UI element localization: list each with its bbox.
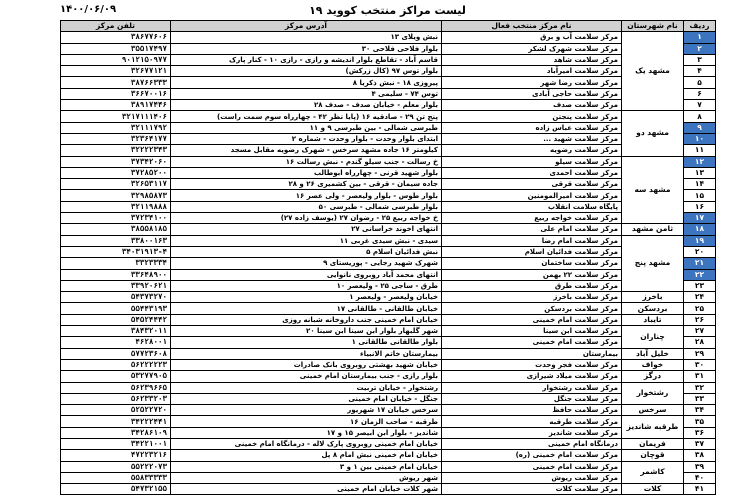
table-row [61, 326, 716, 337]
center-name: مرکز سلامت ساختمان [442, 258, 622, 269]
center-name: مرکز سلامت قرقی [442, 179, 622, 190]
document-header [60, 0, 715, 20]
center-phone: ۵۲۵۲۲۷۲۰ [61, 405, 171, 416]
center-phone: ۳۷۲۸۵۲۰۰ [61, 167, 171, 178]
table-row [61, 450, 716, 461]
center-address: خیابان امام خمینی بین ۱ و ۳ [171, 461, 442, 472]
center-address: شهر گلبهار بلوار ابن سینا ابن سینا ۲۰ [171, 326, 442, 337]
center-name: مرکز سلامت آب و برق [442, 32, 622, 43]
center-phone: ۵۷۷۲۳۶۰۸ [61, 348, 171, 359]
row-number: ۳۶ [684, 427, 716, 438]
row-number: ۳۳ [684, 393, 716, 404]
center-name: مرکز سلامت امیرالمومنین [442, 190, 622, 201]
center-name: مرکز سلامت سیلو [442, 156, 622, 167]
center-phone: ۵۴۳۷۳۲۷۰ [61, 292, 171, 303]
center-name: مرکز سلامت خواجه ربیع [442, 213, 622, 224]
row-number: ۱ [684, 32, 716, 43]
city-cell: کلات [622, 484, 684, 495]
row-number: ۱۷ [684, 213, 716, 224]
city-cell: طرقبه شاندیز [622, 416, 684, 439]
center-name: مرکز سلامت شهید ... [442, 133, 622, 144]
center-name: مرکز سلامت طرقبه [442, 416, 622, 427]
table-row [61, 201, 716, 212]
center-name: مرکز سلامت ریوش [442, 472, 622, 483]
center-name: مرکز سلامت صدف [442, 100, 622, 111]
center-name: مرکز سلامت حاجی آبادی [442, 88, 622, 99]
table-row [61, 472, 716, 483]
row-number: ۳ [684, 54, 716, 65]
table-row [61, 382, 716, 393]
row-number: ۳۰ [684, 359, 716, 370]
row-number: ۱۸ [684, 224, 716, 235]
row-number: ۱۳ [684, 167, 716, 178]
table-row [61, 213, 716, 224]
center-phone: ۵۵۸۳۳۳۳۳ [61, 472, 171, 483]
table-row [61, 66, 716, 77]
row-number: ۲۳ [684, 280, 716, 291]
city-cell: باخرز [622, 292, 684, 303]
center-phone: ۳۸۶۷۷۶۰۶ [61, 32, 171, 43]
center-name: مرکز سلامت امام خمینی [442, 337, 622, 348]
row-number: ۱۵ [684, 190, 716, 201]
city-cell: رشتخوار [622, 382, 684, 405]
row-number: ۸ [684, 111, 716, 122]
center-phone: ۳۸۵۵۸۱۸۵ [61, 224, 171, 235]
table-row [61, 43, 716, 54]
center-name: مرکز سلامت عباس زاده [442, 122, 622, 133]
center-address: ابتدای بلوار وحدت - بلوار وحدت - شماره ۲ [171, 133, 442, 144]
table-row [61, 303, 716, 314]
table-row [61, 280, 716, 291]
center-address: شهر کلات خیابان امام خمینی [171, 484, 442, 495]
row-number: ۱۹ [684, 235, 716, 246]
center-name: مرکز سلامت میلاد شیرازی [442, 371, 622, 382]
center-name: مرکز سلامت باخرز [442, 292, 622, 303]
covid-centers-table [60, 20, 716, 495]
document-title: لیست مراکز منتخب کووید ۱۹ [309, 4, 466, 17]
center-phone: ۳۳۸۰۰۱۶۳ [61, 235, 171, 246]
center-phone: ۳۸۹۱۷۴۴۶ [61, 100, 171, 111]
row-number: ۲۲ [684, 269, 716, 280]
center-phone: ۳۲۲۲۲۳۴۳ [61, 145, 171, 156]
table-row [61, 111, 716, 122]
city-cell: مشهد پنج [622, 235, 684, 291]
table-row [61, 393, 716, 404]
center-phone: ۵۴۷۳۲۱۵۵ [61, 484, 171, 495]
center-address: بلوار طوس - بلوار ولیعصر - ولی عصر ۱۶ [171, 190, 442, 201]
table-row [61, 88, 716, 99]
center-name: مرکز سلامت حافظ [442, 405, 622, 416]
center-phone: ۳۲۱۷۱۱۱۴۰۶ [61, 111, 171, 122]
table-row [61, 167, 716, 178]
header-row-number: ردیف [684, 21, 716, 32]
table-row [61, 190, 716, 201]
center-name: درمانگاه امام خمینی [442, 438, 622, 449]
center-phone: ۳۳۶۴۸۹۰۰ [61, 269, 171, 280]
row-number: ۲ [684, 43, 716, 54]
center-address: پنج تن ۲۹ - صادقیه ۱۶ (پایا نظر ۴۲ - چهارراه سوم سمت راست) [171, 111, 442, 122]
center-address: خیابان طالقانی - طالقانی ۱۷ [171, 303, 442, 314]
center-name: مرکز سلامت پنجتن [442, 111, 622, 122]
header-phone: تلفن مرکز [61, 21, 171, 32]
center-address: خیابان شهید بهشتی روبروی بانک صادرات [171, 359, 442, 370]
center-address: پیروزی ۱۸ - نبش ذکریا ۸ [171, 77, 442, 88]
center-address: طرقبه - صاحب الزمان ۱۶ [171, 416, 442, 427]
row-number: ۳۵ [684, 416, 716, 427]
table-row [61, 224, 716, 235]
table-row [61, 359, 716, 370]
city-cell: قوچان [622, 450, 684, 461]
center-address: خیابان امام خمینی روبروی پارک لاله - درمانگاه امام خمینی [171, 438, 442, 449]
center-address: خیابان امام خمینی جنب داروخانه شبانه روزی [171, 314, 442, 325]
center-name: مرکز سلامت شهرک لشکر [442, 43, 622, 54]
center-address: بیمارستان خاتم الانبیاء [171, 348, 442, 359]
row-number: ۳۲ [684, 382, 716, 393]
row-number: ۴ [684, 66, 716, 77]
table-row [61, 32, 716, 43]
row-number: ۲۶ [684, 314, 716, 325]
center-phone: ۳۷۲۳۴۱۰۰ [61, 213, 171, 224]
center-phone: ۳۴۲۸۶۱۰۹ [61, 427, 171, 438]
center-phone: ۳۴۲۲۱۰۰۱ [61, 438, 171, 449]
city-cell: ثامن مشهد [622, 224, 684, 235]
center-phone: ۳۵۵۱۷۴۹۷ [61, 43, 171, 54]
center-address: طبرسی شمالی - بین طبرسی ۹ و ۱۱ [171, 122, 442, 133]
center-address: کیلومتر ۱۶ جاده مشهد سرخس - شهرک رضویه مقابل مسجد [171, 145, 442, 156]
row-number: ۹ [684, 122, 716, 133]
center-address: بلوار فلاحی فلاحی ۳۰ [171, 43, 442, 54]
center-address: رشتخوار - خیابان تربیت [171, 382, 442, 393]
row-number: ۲۵ [684, 303, 716, 314]
center-address: بلوار طبرسی شمالی - طبرسی ۵۰ [171, 201, 442, 212]
center-address: انتهای اخوند خراسانی ۲۷ [171, 224, 442, 235]
center-name: مرکز سلامت کلات [442, 484, 622, 495]
table-row [61, 156, 716, 167]
table-row [61, 416, 716, 427]
center-name: مرکز سلامت شاهد [442, 54, 622, 65]
center-address: جنگل - خیابان امام خمینی [171, 393, 442, 404]
header-city: نام شهرستان [622, 21, 684, 32]
center-phone: ۵۵۲۲۲۰۷۳ [61, 461, 171, 472]
center-phone: ۵۴۵۲۴۴۴۲ [61, 314, 171, 325]
table-row [61, 122, 716, 133]
center-address: شاندیز - بلوار ابن ابیصر ۱۵ و ۱۷ [171, 427, 442, 438]
table-row [61, 269, 716, 280]
city-cell: خلیل آباد [622, 348, 684, 359]
center-address: سرخس خیابان ۱۷ شهریور [171, 405, 442, 416]
row-number: ۳۷ [684, 438, 716, 449]
table-row [61, 246, 716, 257]
city-cell: بردسکن [622, 303, 684, 314]
center-phone: ۵۳۲۷۷۹۰۵ [61, 371, 171, 382]
center-name: پایگاه سلامت انقلاب [442, 201, 622, 212]
center-phone: ۳۲۱۱۹۸۸۸ [61, 201, 171, 212]
table-row [61, 77, 716, 88]
center-name: مرکز سلامت رشتخوار [442, 382, 622, 393]
center-name: مرکز سلامت امام خمینی (ره) [442, 450, 622, 461]
center-phone: ۴۷۲۲۳۲۱۶ [61, 450, 171, 461]
row-number: ۲۴ [684, 292, 716, 303]
center-phone: ۵۶۲۲۲۲۲۳ [61, 359, 171, 370]
center-address: خیابان ولیعصر - ولیعصر ۱ [171, 292, 442, 303]
center-name: مرکز سلامت احمدی [442, 167, 622, 178]
table-row [61, 427, 716, 438]
table-row [61, 179, 716, 190]
row-number: ۱۴ [684, 179, 716, 190]
center-phone: ۴۶۲۸۰۰۱ [61, 337, 171, 348]
table-body [61, 32, 716, 495]
table-row [61, 292, 716, 303]
row-number: ۵ [684, 77, 716, 88]
row-number: ۲۹ [684, 348, 716, 359]
center-address: نبش فدائیان اسلام ۵ [171, 246, 442, 257]
table-row [61, 258, 716, 269]
table-row [61, 337, 716, 348]
center-phone: ۳۸۷۶۶۳۳۳ [61, 77, 171, 88]
center-phone: ۳۸۴۳۲۰۱۱ [61, 326, 171, 337]
row-number: ۲۸ [684, 337, 716, 348]
header-address: آدرس مرکز [171, 21, 442, 32]
city-cell: تایباد [622, 314, 684, 325]
center-address: شهر ریوش [171, 472, 442, 483]
center-name: مرکز سلامت ابن سینا [442, 326, 622, 337]
center-address: بلوار طالقانی طالقانی ۱ [171, 337, 442, 348]
center-name: مرکز سلامت رضویه [442, 145, 622, 156]
table-row [61, 314, 716, 325]
center-phone: ۳۲۳۶۴۱۷۷ [61, 133, 171, 144]
center-address: طرق - ساجی ۲۵ - ولیعصر ۱۰ [171, 280, 442, 291]
center-phone: ۵۵۴۴۳۱۹۳ [61, 303, 171, 314]
row-number: ۲۷ [684, 326, 716, 337]
center-address: خیابان امام خمینی نبش امام ۸ پل [171, 450, 442, 461]
center-phone: ۳۲۶۵۳۱۱۷ [61, 179, 171, 190]
table-row [61, 348, 716, 359]
row-number: ۴۰ [684, 472, 716, 483]
center-name: مرکز سلامت امام خمینی [442, 314, 622, 325]
row-number: ۴۱ [684, 484, 716, 495]
center-phone: ۹۰۱۲۱۵۰۹۷۷ [61, 54, 171, 65]
city-cell: کاشمر [622, 461, 684, 484]
table-row [61, 461, 716, 472]
header-center-name: نام مرکز منتخب فعال [442, 21, 622, 32]
center-phone: ۳۴۰۳۱۹۱۳-۴ [61, 246, 171, 257]
center-phone: ۵۶۲۳۳۲۰۳ [61, 393, 171, 404]
center-name: بیمارستان [442, 348, 622, 359]
center-name: مرکز سلامت بردسکن [442, 303, 622, 314]
center-address: توس ۷۴ - سلیمی ۴ [171, 88, 442, 99]
center-name: مرکز سلامت امام رضا [442, 235, 622, 246]
center-phone: ۳۷۳۴۲۰۶۰ [61, 156, 171, 167]
row-number: ۲۱ [684, 258, 716, 269]
center-phone: ۳۲۶۷۷۱۲۱ [61, 66, 171, 77]
table-row [61, 133, 716, 144]
city-cell: مشهد سه [622, 156, 684, 224]
center-address: خ رسالت - جنب سیلو گندم - نبش رسالت ۱۶ [171, 156, 442, 167]
center-phone: ۳۶۶۷۰۰۱۶ [61, 88, 171, 99]
table-row [61, 484, 716, 495]
center-name: مرکز سلامت فجر وحدت [442, 359, 622, 370]
center-name: مرکز سلامت رضا شهر [442, 77, 622, 88]
city-cell: خواف [622, 359, 684, 370]
center-name: مرکز سلامت امیرآباد [442, 66, 622, 77]
city-cell: مشهد دو [622, 111, 684, 156]
center-address: خ خواجه ربیع ۲۵ - رضوان ۲۷ (یوسف زاده ۲۷) [171, 213, 442, 224]
center-name: مرکز سلامت امام خمینی [442, 461, 622, 472]
center-name: مرکز سلامت جنگل [442, 393, 622, 404]
row-number: ۱۲ [684, 156, 716, 167]
row-number: ۱۶ [684, 201, 716, 212]
row-number: ۳۹ [684, 461, 716, 472]
row-number: ۱۱ [684, 145, 716, 156]
table-row [61, 235, 716, 246]
table-row [61, 145, 716, 156]
center-name: مرکز سلامت شاندیز [442, 427, 622, 438]
table-row [61, 371, 716, 382]
center-address: بلوار رازی - جنب بیمارستان امام خمینی [171, 371, 442, 382]
city-cell: چناران [622, 326, 684, 349]
center-address: سیدی - نبش سیدی غربی ۱۱ [171, 235, 442, 246]
row-number: ۶ [684, 88, 716, 99]
row-number: ۲۰ [684, 246, 716, 257]
city-cell: فریمان [622, 438, 684, 449]
row-number: ۳۸ [684, 450, 716, 461]
center-name: مرکز سلامت طرق [442, 280, 622, 291]
table-row [61, 405, 716, 416]
center-name: مرکز سلامت فدائیان اسلام [442, 246, 622, 257]
row-number: ۷ [684, 100, 716, 111]
table-row [61, 100, 716, 111]
center-address: بلوار معلم - خیابان صدف - صدف ۲۸ [171, 100, 442, 111]
center-address: شهرک شهید رجایی - پوریستای ۹ [171, 258, 442, 269]
center-phone: ۳۳۹۲۰۶۲۱ [61, 280, 171, 291]
center-name: مرکز سلامت ۲۲ بهمن [442, 269, 622, 280]
center-phone: ۳۲۹۸۵۸۷۳ [61, 190, 171, 201]
row-number: ۳۱ [684, 371, 716, 382]
center-phone: ۵۶۲۳۹۶۶۵ [61, 382, 171, 393]
row-number: ۳۴ [684, 405, 716, 416]
center-phone: ۳۲۱۱۱۷۹۲ [61, 122, 171, 133]
city-cell: مشهد یک [622, 32, 684, 111]
center-phone: ۳۳۲۳۳۳۴ [61, 258, 171, 269]
center-address: جاده سیمان - قرقی - بین کشمیری ۲۶ و ۲۸ [171, 179, 442, 190]
row-number: ۱۰ [684, 133, 716, 144]
center-address: انتهای محمد آباد روبروی نانوایی [171, 269, 442, 280]
city-cell: سرخس [622, 405, 684, 416]
city-cell: درگز [622, 371, 684, 382]
center-address: نبش ویلای ۱۳ [171, 32, 442, 43]
center-name: مرکز سلامت امام علی [442, 224, 622, 235]
center-phone: ۳۴۲۲۲۴۴۱ [61, 416, 171, 427]
table-row [61, 54, 716, 65]
center-address: بلوار توس ۹۷ (کال زرکش) [171, 66, 442, 77]
center-address: قاسم آباد - تقاطع بلوار اندیشه و رازی - رازی ۱۰ - کنار پارک [171, 54, 442, 65]
document-date: ۱۴۰۰/۰۶/۰۹ [60, 4, 117, 15]
center-address: بلوار شهید قرنی - چهارراه ابوطالب [171, 167, 442, 178]
table-header-row [61, 21, 716, 32]
table-row [61, 438, 716, 449]
